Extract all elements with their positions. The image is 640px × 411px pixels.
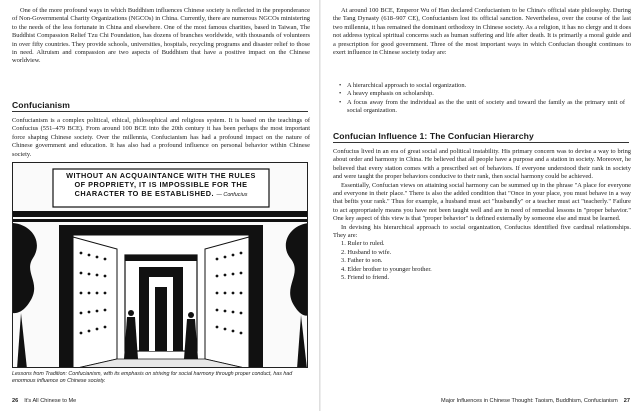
right-page-number: 27 (623, 398, 630, 404)
right-footer (441, 398, 630, 405)
hierarchy-paragraph-3: In devising his hierarchical approach to social organization, Confucius identified five cardinal relationships. They are: (333, 223, 631, 240)
chapter-running-head: Major Influences in Chinese Thought: Taoism, Buddhism, Confucianism (441, 398, 618, 404)
section-rule (12, 111, 308, 112)
relationship-item: 2. Husband to wife. (341, 248, 392, 256)
quote-attribution: — Confucius (216, 192, 248, 198)
hierarchy-paragraph-1: Confucius lived in an era of great social and political instability. His primary concern was to devise a way to bring about order and harmony in China. He believed that all people have a purpose and a station in society. Moreover, he believed that every station comes with a prescribed set of behaviors. If everyone understood their rank in society and were taught the proper behaviors conducive to their rank, then social harmony could be achieved. (333, 148, 631, 181)
left-section-text (12, 117, 310, 159)
right-page (321, 0, 640, 411)
influence-bullet-list (337, 82, 625, 116)
quote-line-2: OF PROPRIETY, IT IS IMPOSSIBLE FOR THE (74, 180, 248, 189)
relationship-item: 5. Friend to friend. (341, 274, 390, 282)
confucianism-paragraph: Confucianism is a complex political, ethical, philosophical and religious system. It is based on the teachings of Confucius (551–479 BCE). From around 100 BCE into the 20th century it has been perhaps the most important force shaping Chinese society. Over the millennia, Confucianism has had a profound impact on the nature of Chinese government and education. It has also had a profound influence on personal behavior within Chinese society. (12, 117, 310, 158)
section-heading-confucianism: Confucianism (12, 100, 71, 110)
quote-line-3: CHARACTER TO BE ESTABLISHED. (74, 189, 214, 198)
relationship-item: 4. Elder brother to younger brother. (341, 265, 432, 273)
quote-line-1: WITHOUT AN ACQUAINTANCE WITH THE RULES (66, 171, 256, 180)
left-page (0, 0, 319, 411)
book-title-running-head: It's All Chinese to Me (24, 398, 77, 404)
bullet-item: • A hierarchical approach to social organization. (337, 82, 625, 90)
left-intro-paragraph: One of the more profound ways in which Buddhism influences Chinese society is reflected in the preponderance of Non-Governmental Charity Organizations (NGCOs) in China. Currently, there are numerous NGCOs ministering to the needs of the less fortunate in China and elsewhere. One of the most famous charities, based in Taiwan, The Buddhist Compassion Relief Tzu Chi Foundation, has dozens of branches worldwide, with thousands of volunteers in over fifty countries. They provide schools, universities, hospitals, recycling programs and disaster relief to those in need. Altruism and compassion are two aspects of Buddhism that have a positive impact on the Chinese worldview. (12, 7, 310, 65)
hierarchy-paragraph-2: Essentially, Confucian views on attaining social harmony can be summed up in the phrase "A place for everyone and everyone in their place." There is also the added condition that "Once in your place, you must behave in a way that befits your rank." Thus for example, a husband must act "husbandly" or a teacher must act "teacherly." Failure to act appropriately means you have not been taught well and are in need of remedial lessons in "proper behavior." One key aspect of this view is that "proper behavior" is defined externally by someone else and must be learned. (333, 181, 631, 223)
right-intro-text (333, 7, 631, 57)
bullet-item: • A focus away from the individual as the the unit of society and toward the family as the primary unit of social organization. (337, 99, 625, 116)
confucius-illustration (12, 162, 308, 368)
bullet-item: • A heavy emphasis on scholarship. (337, 90, 625, 98)
relationship-item: 3. Father to son. (341, 257, 383, 265)
right-section-text (333, 148, 631, 283)
left-footer (12, 398, 76, 405)
section-heading-hierarchy: Confucian Influence 1: The Confucian Hierarchy (333, 131, 534, 141)
figure-quote (55, 171, 267, 200)
quote-line-3-wrap (55, 189, 267, 200)
left-intro-text (12, 7, 310, 66)
cardinal-relationships-list (333, 240, 631, 282)
figure-caption: Lessons from Tradition: Confucianism, with its emphasis on striving for social harmony through proper conduct, has had enormous influence on Chinese society. (12, 371, 293, 384)
left-page-number: 26 (12, 398, 19, 404)
section-rule (333, 142, 629, 143)
relationship-item: 1. Ruler to ruled. (341, 240, 385, 248)
right-intro-paragraph: At around 100 BCE, Emperor Wu of Han declared Confucianism to be China's official state philosophy. During the Tang Dynasty (618–907 CE), Confucianism lost its official sanction. Nevertheless, over the course of the last two millennia, it has remained the dominant orthodoxy in Chinese society. As a religion, it has no clergy and it does not address typical spiritual concerns such as human suffering and life after death. It is primarily a moral guide and a prescription for good government. Three of the most important ways in which Confucian thought continues to exert influence in Chinese society today are: (333, 7, 631, 57)
